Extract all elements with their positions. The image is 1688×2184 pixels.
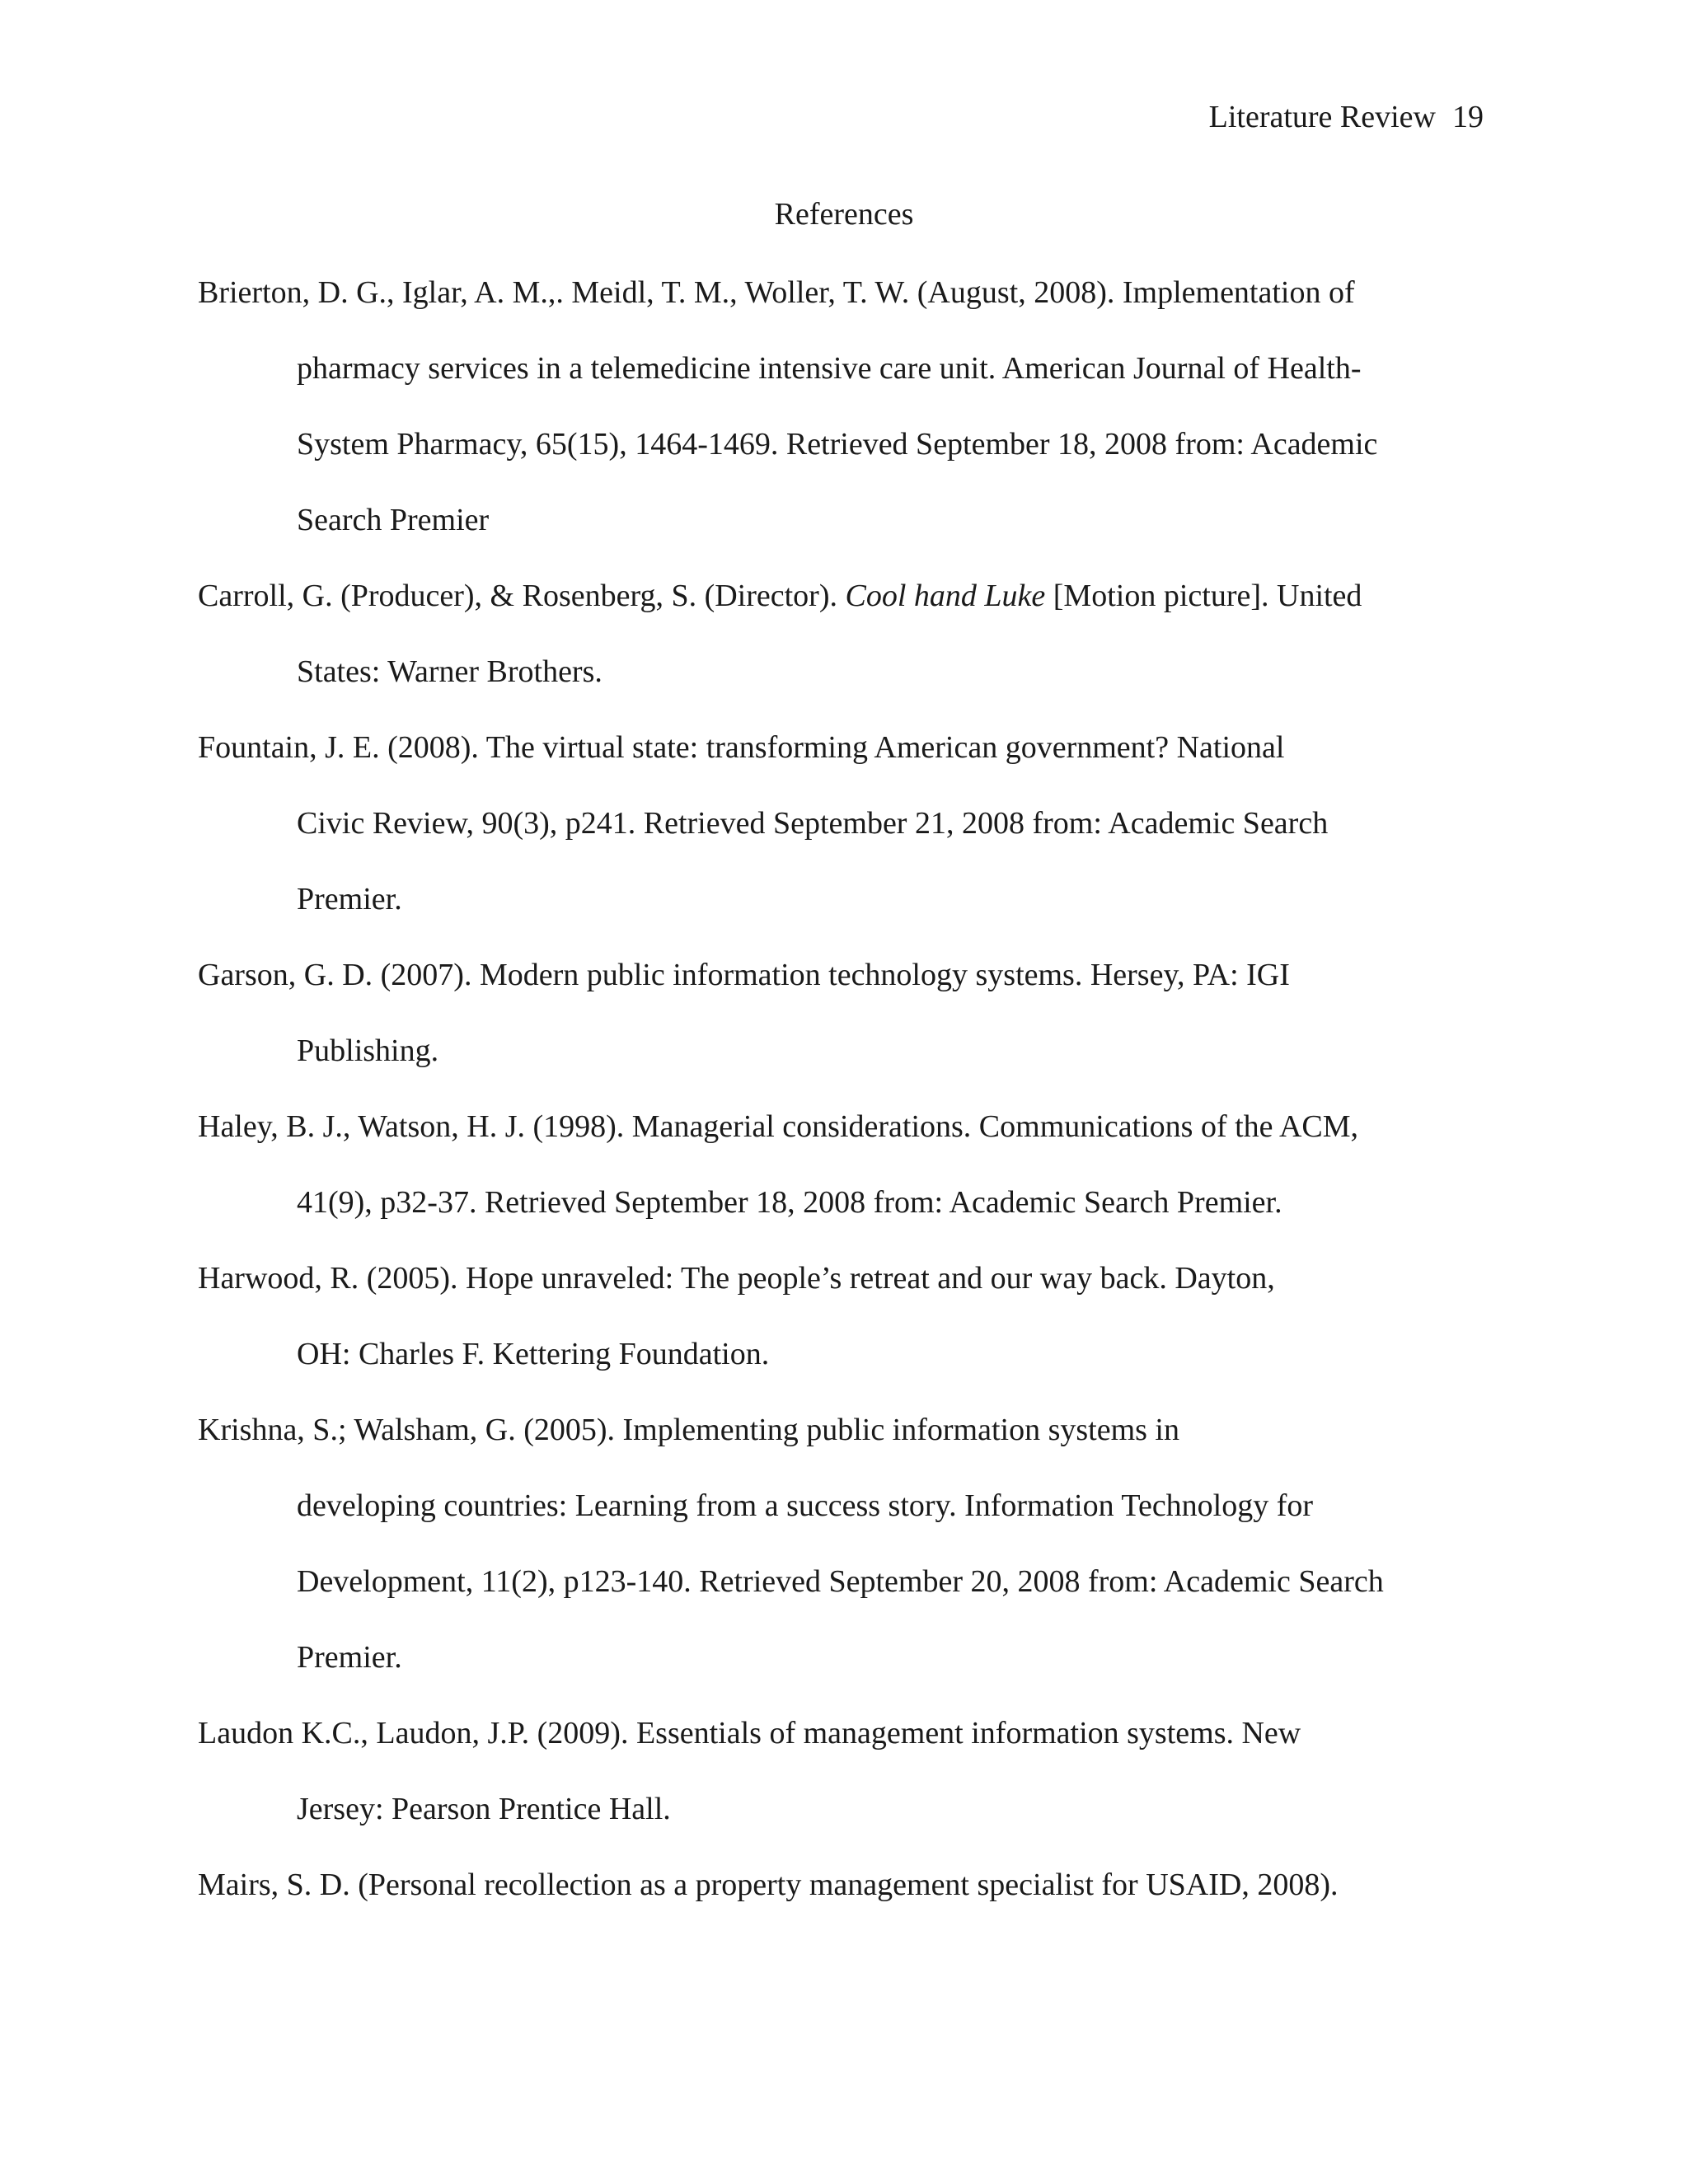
reference-entry: [198, 1107, 1451, 1258]
running-head-title: Literature Review: [1208, 100, 1436, 134]
reference-line: Development, 11(2), p123-140. Retrieved September 20, 2008 from: Academic Search: [297, 1564, 1384, 1599]
reference-entry: [198, 1865, 1451, 1941]
reference-entry: [198, 576, 1451, 728]
reference-entry: [198, 1258, 1451, 1410]
reference-line: Publishing.: [297, 1033, 439, 1068]
running-header: [1209, 97, 1484, 137]
page-number: 19: [1452, 100, 1484, 134]
reference-line: Search Premier: [297, 503, 490, 537]
reference-line: OH: Charles F. Kettering Foundation.: [297, 1337, 770, 1371]
reference-line: Laudon K.C., Laudon, J.P. (2009). Essentials of management information systems. New: [198, 1716, 1301, 1750]
reference-entry: [198, 728, 1451, 955]
reference-line: Fountain, J. E. (2008). The virtual state: transforming American government? National: [198, 730, 1285, 765]
reference-entry: [198, 955, 1451, 1107]
reference-entry: [198, 1713, 1451, 1865]
reference-line: Garson, G. D. (2007). Modern public information technology systems. Hersey, PA: IGI: [198, 958, 1290, 992]
reference-line: Harwood, R. (2005). Hope unraveled: The people’s retreat and our way back. Dayton,: [198, 1261, 1275, 1296]
reference-entry: [198, 1410, 1451, 1713]
reference-line: Mairs, S. D. (Personal recollection as a property management specialist for USAID, 2008).: [198, 1868, 1339, 1902]
reference-line: pharmacy services in a telemedicine intensive care unit. American Journal of Health-: [297, 351, 1362, 386]
reference-line: developing countries: Learning from a success story. Information Technology for: [297, 1488, 1314, 1523]
reference-line: System Pharmacy, 65(15), 1464-1469. Retrieved September 18, 2008 from: Academic: [297, 427, 1378, 462]
reference-line: Haley, B. J., Watson, H. J. (1998). Managerial considerations. Communications of the ACM,: [198, 1109, 1359, 1144]
reference-line: Civic Review, 90(3), p241. Retrieved September 21, 2008 from: Academic Search: [297, 806, 1329, 841]
reference-line: Carroll, G. (Producer), & Rosenberg, S. (Director). Cool hand Luke [Motion picture]. United: [198, 579, 1362, 613]
reference-line: 41(9), p32-37. Retrieved September 18, 2008 from: Academic Search Premier.: [297, 1185, 1282, 1220]
reference-entry: [198, 273, 1451, 576]
reference-title-italic: Cool hand Luke: [845, 579, 1046, 613]
reference-line: Brierton, D. G., Iglar, A. M.,. Meidl, T. M., Woller, T. W. (August, 2008). Implementation of: [198, 275, 1355, 310]
reference-line: Premier.: [297, 882, 402, 916]
references-heading: References: [774, 197, 914, 232]
reference-line: Premier.: [297, 1640, 402, 1675]
reference-line: Jersey: Pearson Prentice Hall.: [297, 1792, 671, 1826]
reference-line: States: Warner Brothers.: [297, 654, 603, 689]
reference-line: Krishna, S.; Walsham, G. (2005). Implementing public information systems in: [198, 1413, 1179, 1447]
reference-list: [198, 273, 1451, 1941]
